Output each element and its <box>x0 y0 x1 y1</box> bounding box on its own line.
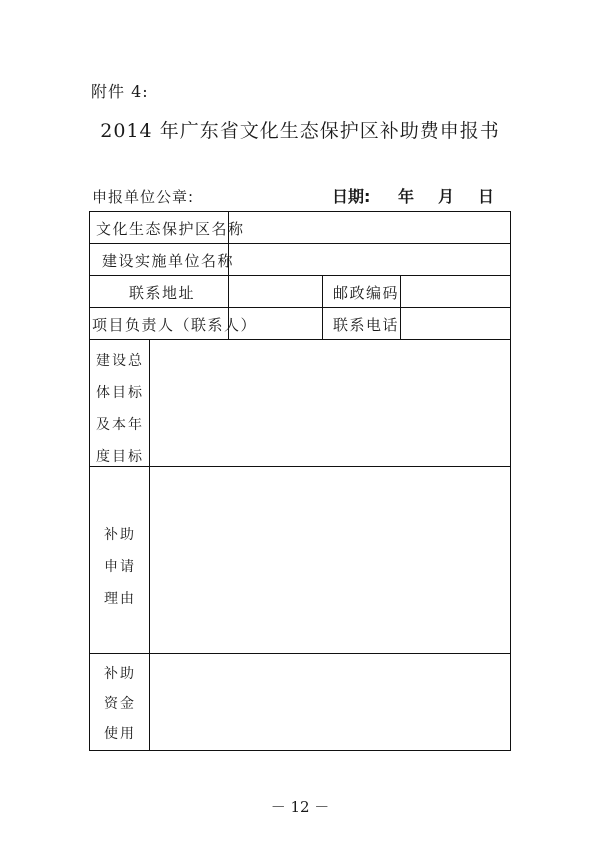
applicant-seal-label: 申报单位公章: <box>92 188 195 206</box>
date-year-label: 年 <box>398 187 415 206</box>
date-day-label: 日 <box>478 187 495 206</box>
page-number: － 12 － <box>270 798 330 816</box>
date-label: 日期: <box>332 187 371 206</box>
implementer-label: 建设实施单位名称 <box>102 252 235 270</box>
goals-label: 建设总 体目标 及本年 度目标 <box>96 353 144 465</box>
contact-person-label: 项目负责人（联系人） <box>92 316 258 334</box>
attachment-label: 附件 4: <box>91 82 149 101</box>
postcode-label: 邮政编码 <box>333 284 400 302</box>
document-title: 2014 年广东省文化生态保护区补助费申报书 <box>100 120 500 142</box>
address-label: 联系地址 <box>129 284 196 302</box>
reason-label: 补助 申请 理由 <box>104 527 136 607</box>
application-form-table <box>89 211 511 751</box>
fund-use-label: 补助 资金 使用 <box>104 666 136 742</box>
date-month-label: 月 <box>438 187 455 206</box>
reserve-name-label: 文化生态保护区名称 <box>96 220 245 238</box>
phone-label: 联系电话 <box>333 316 400 334</box>
